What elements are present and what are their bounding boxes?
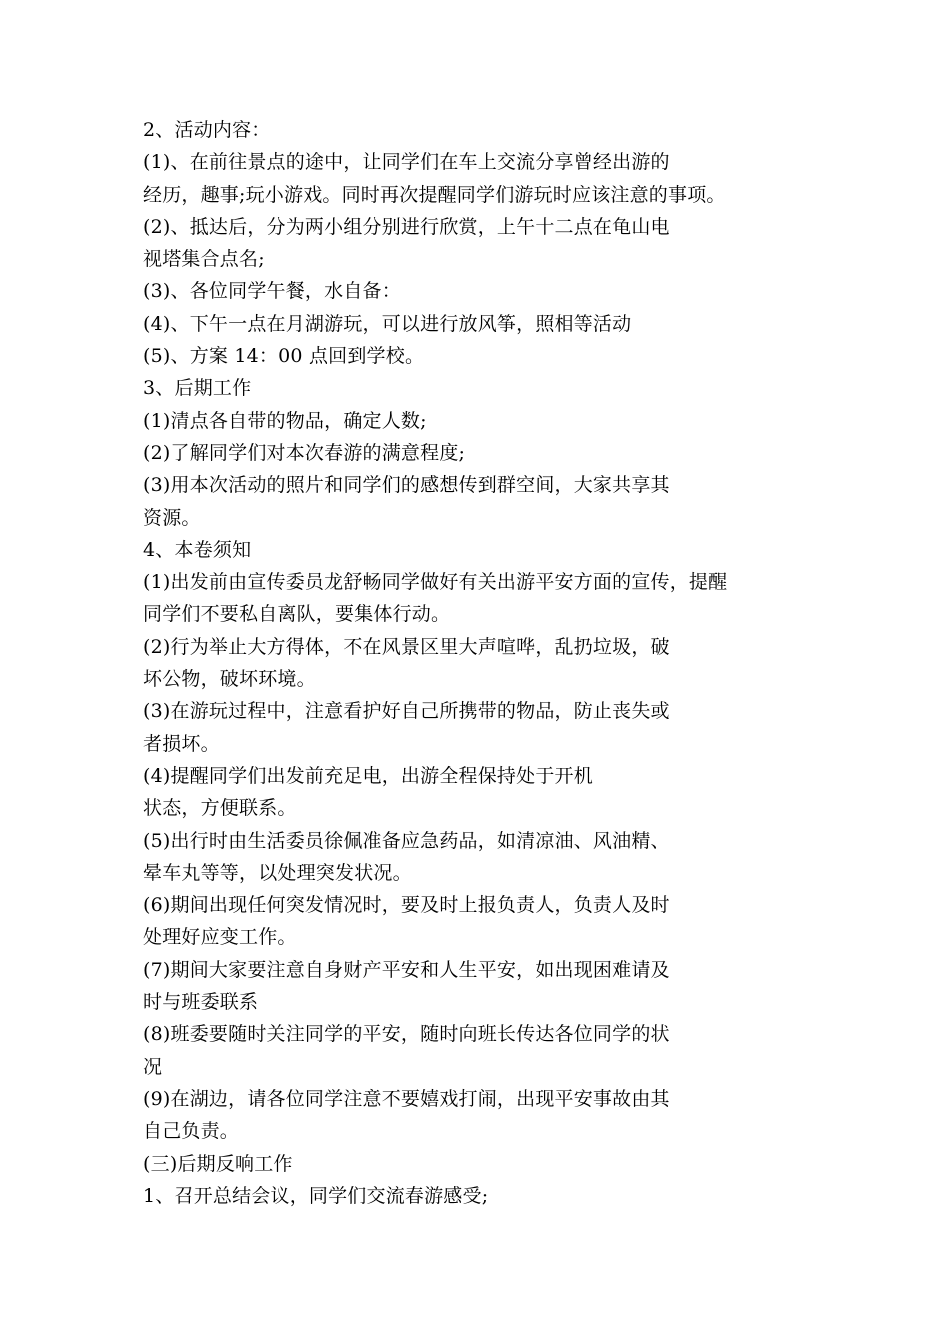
text-line: (2)行为举止大方得体，不在风景区里大声喧哗，乱扔垃圾，破 (143, 635, 670, 658)
text-line: 状态，方便联系。 (143, 797, 297, 820)
text-line: (三)后期反响工作 (143, 1152, 293, 1175)
text-line: 自己负责。 (143, 1120, 240, 1143)
text-line: 同学们不要私自离队，要集体行动。 (143, 603, 451, 626)
text-line: 处理好应变工作。 (143, 926, 297, 949)
text-line: (2)、抵达后，分为两小组分别进行欣赏，上午十二点在龟山电 (143, 215, 670, 238)
text-line: (7)期间大家要注意自身财产平安和人生平安，如出现困难请及 (143, 958, 670, 981)
text-line: (5)、方案 14：00 点回到学校。 (143, 345, 425, 368)
text-line: 1、召开总结会议，同学们交流春游感受; (143, 1184, 489, 1207)
text-line: (3)在游玩过程中，注意看护好自己所携带的物品，防止丧失或 (143, 700, 670, 723)
text-line: 4、本卷须知 (143, 538, 252, 561)
text-line: 坏公物，破坏环境。 (143, 668, 316, 691)
text-line: 资源。 (143, 506, 201, 529)
text-line: (3)、各位同学午餐，水自备： (143, 280, 401, 303)
text-line: (4)、下午一点在月湖游玩，可以进行放风筝，照相等活动 (143, 312, 632, 335)
text-line: (8)班委要随时关注同学的平安，随时向班长传达各位同学的状 (143, 1023, 670, 1046)
text-line: (1)出发前由宣传委员龙舒畅同学做好有关出游平安方面的宣传，提醒 (143, 571, 728, 594)
text-line: (5)出行时由生活委员徐佩准备应急药品，如清凉油、风油精、 (143, 829, 670, 852)
text-line: 晕车丸等等，以处理突发状况。 (143, 861, 412, 884)
text-line: 经历，趣事;玩小游戏。同时再次提醒同学们游玩时应该注意的事项。 (143, 183, 726, 206)
text-line: (9)在湖边，请各位同学注意不要嬉戏打闹，出现平安事故由其 (143, 1087, 670, 1110)
text-line: (1)、在前往景点的途中，让同学们在车上交流分享曾经出游的 (143, 151, 670, 174)
text-line: (4)提醒同学们出发前充足电，出游全程保持处于开机 (143, 764, 593, 787)
text-line: 时与班委联系 (143, 991, 259, 1014)
text-line: (6)期间出现任何突发情况时，要及时上报负责人，负责人及时 (143, 894, 670, 917)
document-body (143, 114, 823, 1212)
text-line: 3、后期工作 (143, 377, 252, 400)
text-line: (1)清点各自带的物品，确定人数; (143, 409, 427, 432)
text-line: 视塔集合点名; (143, 248, 265, 271)
text-line: (3)用本次活动的照片和同学们的感想传到群空间，大家共享其 (143, 474, 670, 497)
text-line: 况 (143, 1055, 163, 1078)
text-line: 者损坏。 (143, 732, 220, 755)
text-line: (2)了解同学们对本次春游的满意程度; (143, 441, 466, 464)
text-line: 2、活动内容： (143, 119, 271, 141)
